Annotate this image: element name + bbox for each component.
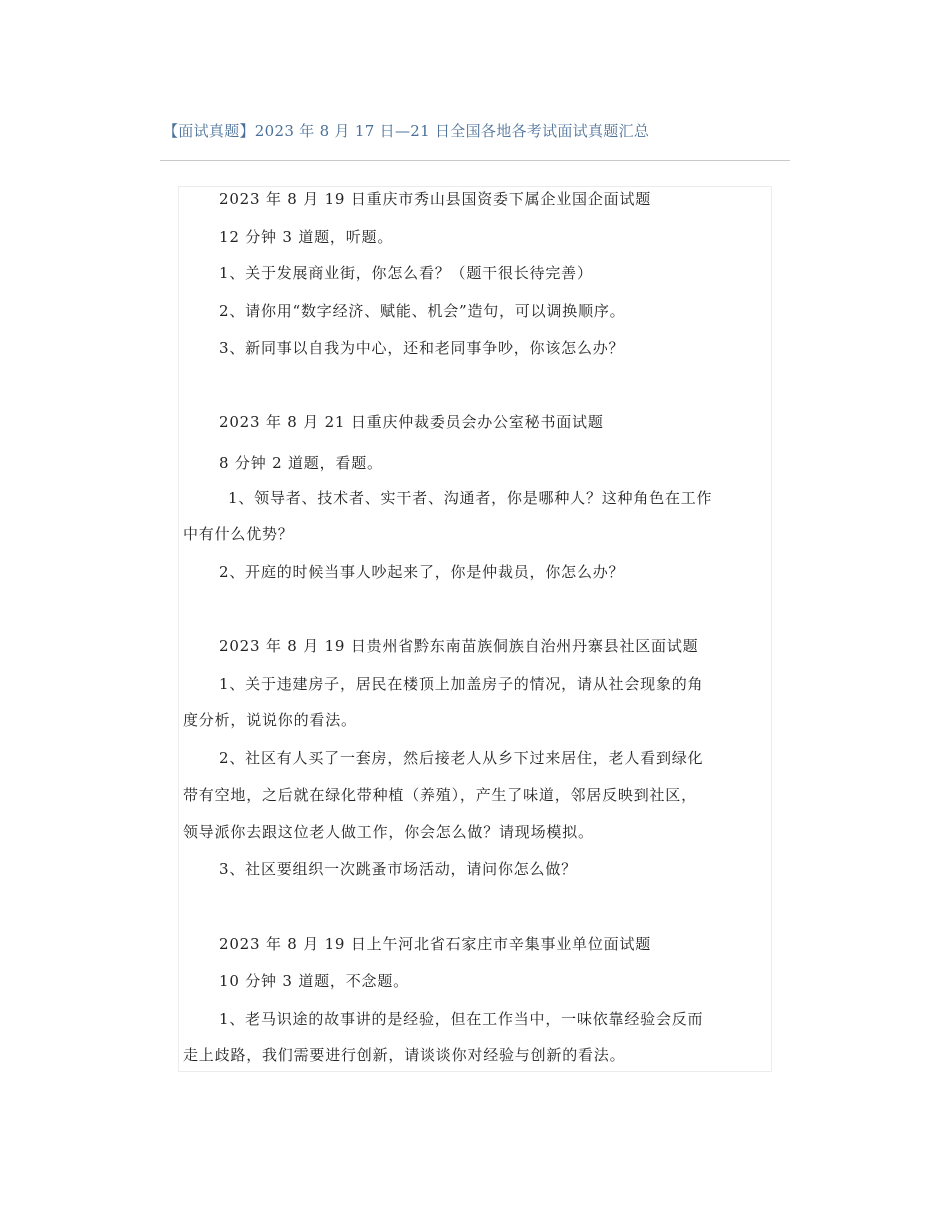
section-heading: 2023 年 8 月 19 日重庆市秀山县国资委下属企业国企面试题 xyxy=(219,190,652,208)
question: 3、社区要组织一次跳蚤市场活动，请问你怎么做？ xyxy=(219,860,577,878)
question-line: 领导派你去跟这位老人做工作，你会怎么做？请现场模拟。 xyxy=(183,823,594,841)
question-line: 走上歧路，我们需要进行创新，请谈谈你对经验与创新的看法。 xyxy=(183,1046,626,1064)
question: 2、请你用“数字经济、赋能、机会”造句，可以调换顺序。 xyxy=(219,302,626,320)
question-line: 度分析，说说你的看法。 xyxy=(183,711,357,729)
section-heading: 2023 年 8 月 19 日贵州省黔东南苗族侗族自治州丹寨县社区面试题 xyxy=(219,637,699,655)
document-title: 【面试真题】2023 年 8 月 17 日—21 日全国各地各考试面试真题汇总 xyxy=(163,122,650,140)
question: 3、新同事以自我为中心，还和老同事争吵，你该怎么办？ xyxy=(219,339,625,357)
question: 1、关于发展商业街，你怎么看？（题干很长待完善） xyxy=(219,264,593,282)
question-line: 1、老马识途的故事讲的是经验，但在工作当中，一味依靠经验会反而 xyxy=(219,1010,704,1028)
section-meta: 8 分钟 2 道题，看题。 xyxy=(219,454,383,472)
question-line: 1、关于违建房子，居民在楼顶上加盖房子的情况，请从社会现象的角 xyxy=(219,675,704,693)
section-heading: 2023 年 8 月 19 日上午河北省石家庄市辛集事业单位面试题 xyxy=(219,935,652,953)
question-line: 中有什么优势？ xyxy=(183,525,294,543)
section-heading: 2023 年 8 月 21 日重庆仲裁委员会办公室秘书面试题 xyxy=(219,413,604,431)
title-divider xyxy=(160,160,790,161)
question-line: 2、社区有人买了一套房，然后接老人从乡下过来居住，老人看到绿化 xyxy=(219,749,704,767)
question-line: 带有空地，之后就在绿化带种植（养殖），产生了味道，邻居反映到社区， xyxy=(183,786,697,804)
section-meta: 10 分钟 3 道题，不念题。 xyxy=(219,972,409,990)
question-line: 1、领导者、技术者、实干者、沟通者，你是哪种人？这种角色在工作 xyxy=(228,489,713,507)
section-meta: 12 分钟 3 道题，听题。 xyxy=(219,228,394,246)
question: 2、开庭的时候当事人吵起来了，你是仲裁员，你怎么办？ xyxy=(219,563,625,581)
